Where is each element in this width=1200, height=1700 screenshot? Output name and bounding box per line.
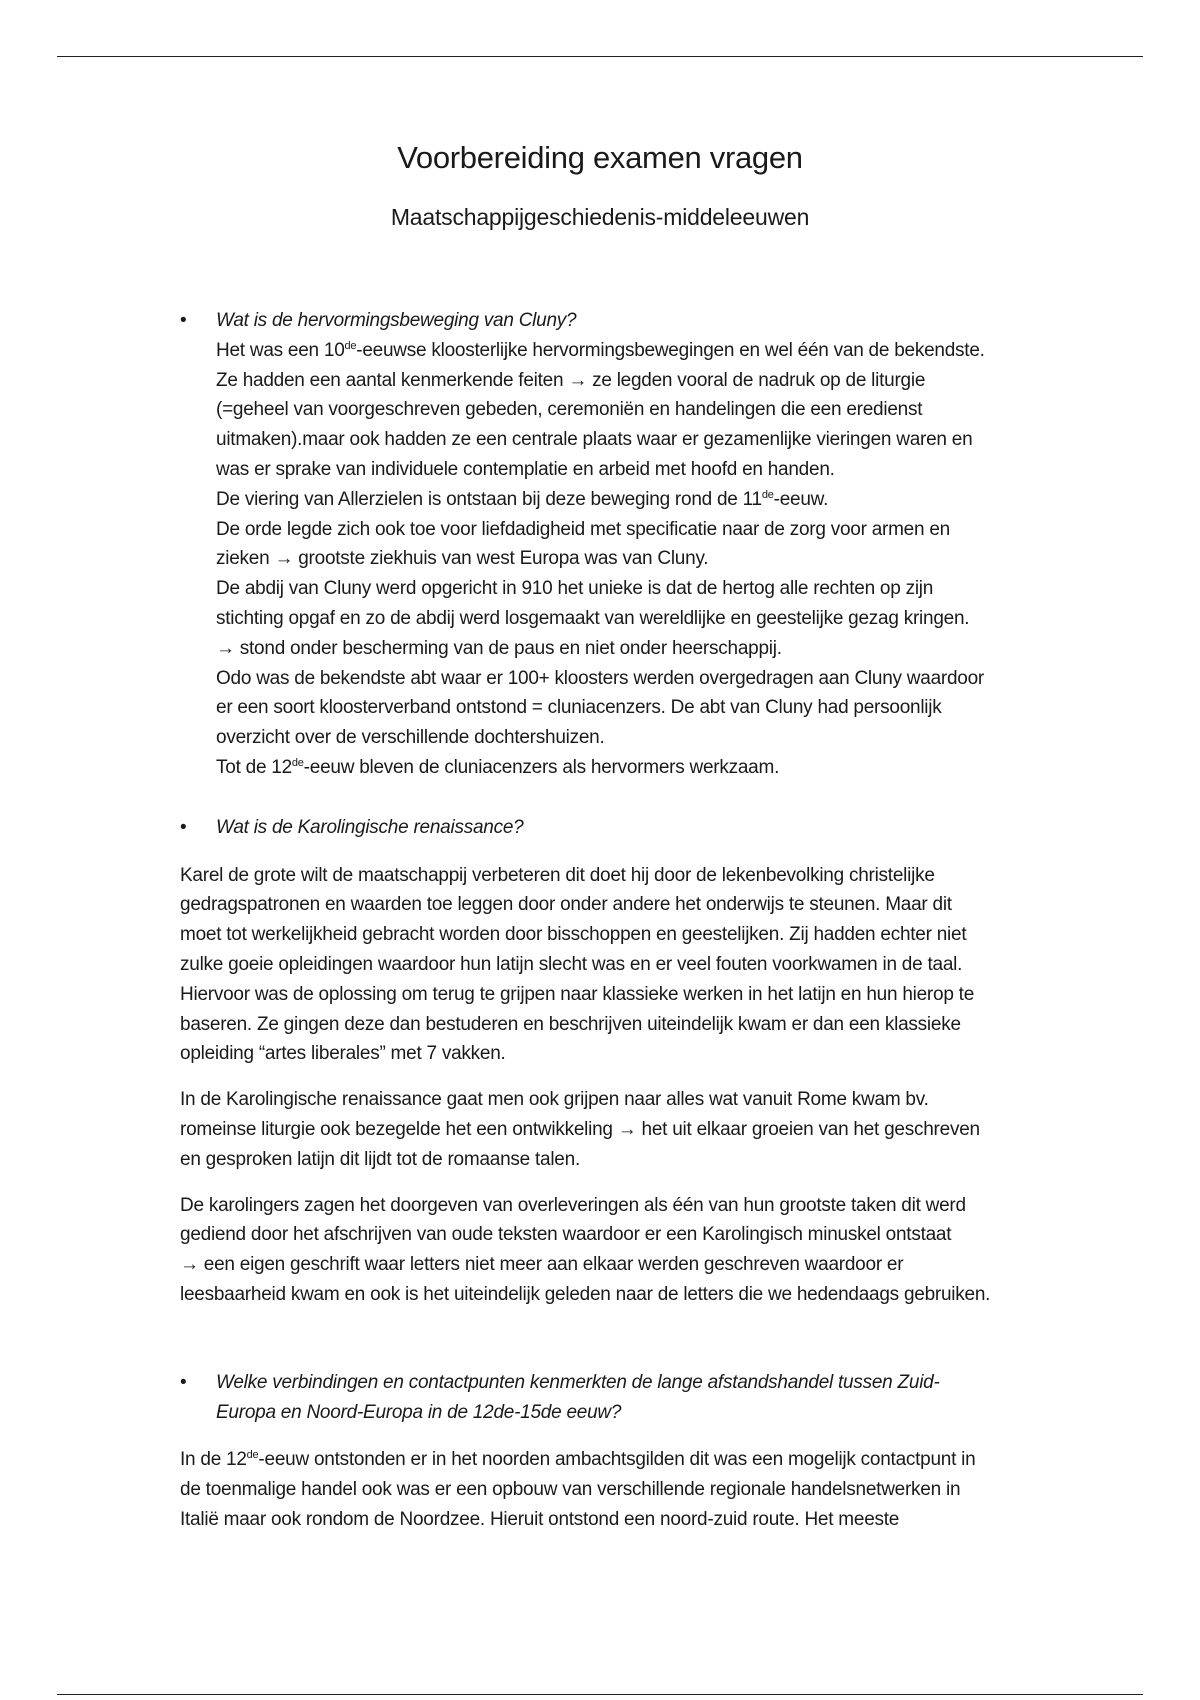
bullet-icon: • [180,1371,187,1393]
answer-line: → stond onder bescherming van de paus en niet onder heerschappij. [216,637,782,659]
answer-line: Ze hadden een aantal kenmerkende feiten → ze legden vooral de nadruk op de liturgie [216,369,926,391]
page-title: Voorbereiding examen vragen [397,140,803,175]
answer-line: zieken → grootste ziekhuis van west Europa was van Cluny. [216,548,709,570]
answer-line: De viering van Allerzielen is ontstaan bij deze beweging rond de 11de-eeuw. [216,488,829,510]
answer-paragraph: Karel de grote wilt de maatschappij verbeteren dit doet hij door de lekenbevolking christelijke gedragspatronen en waarden toe leggen door onder andere het onderwijs te steunen. Maar dit moet tot werkelijkheid gebracht worden door bisschoppen en geestelijken. Zij hadden echter niet zulke goeie opleidingen waardoor hun latijn slecht was en er veel fouten voorkwamen in de taal. Hiervoor was de oplossing om terug te grijpen naar klassieke werken in het latijn en hun hierop te baseren. Ze gingen deze dan bestuderen en beschrijven uiteindelijk kwam er dan een klassieke opleiding “artes liberales” met 7 vakken. [180,864,975,1065]
bullet-icon: • [180,816,187,838]
answer-line: stichting opgaf en zo de abdij werd losgemaakt van wereldlijke en geestelijke gezag kringen. [216,607,970,629]
answer-line: Odo was de bekendste abt waar er 100+ kloosters werden overgedragen aan Cluny waardoor [216,667,985,689]
answer-paragraph: In de 12de-eeuw ontstonden er in het noorden ambachtsgilden dit was een mogelijk contactpunt in de toenmalige handel ook was er een opbouw van verschillende regionale handelsnetwerken in Italië maar ook rondom de Noordzee. Hieruit ontstond een noord-zuid route. Het meeste [180,1449,976,1530]
answer-line: uitmaken).maar ook hadden ze een centrale plaats waar er gezamenlijke vieringen waren en [216,429,973,451]
question-2-text: Wat is de Karolingische renaissance? [216,816,524,838]
answer-paragraph: De karolingers zagen het doorgeven van overleveringen als één van hun grootste taken dit werd gediend door het afschrijven van oude teksten waardoor er een Karolingisch minuskel ontstaat → een eigen geschrift waar letters niet meer aan elkaar werden geschreven waardoor er leesbaarheid kwam en ook is het uiteindelijk geleden naar de letters die we hedendaags gebruiken. [180,1194,991,1305]
answer-paragraph: In de Karolingische renaissance gaat men ook grijpen naar alles wat vanuit Rome kwam bv. romeinse liturgie ook bezegelde het een ontwikkeling → het uit elkaar groeien van het geschreven en gesproken latijn dit lijdt tot de romaanse talen. [180,1089,980,1170]
answer-line: Het was een 10de-eeuwse kloosterlijke hervormingsbewegingen en wel één van de bekendste. [216,339,985,361]
page-subtitle: Maatschappijgeschiedenis-middeleeuwen [390,204,810,230]
question-1-text: Wat is de hervormingsbeweging van Cluny? [216,310,577,331]
question-3-text: Europa en Noord-Europa in de 12de-15de eeuw? [216,1401,622,1423]
answer-line: De abdij van Cluny werd opgericht in 910 het unieke is dat de hertog alle rechten op zijn [216,578,934,600]
answer-line: De orde legde zich ook toe voor liefdadigheid met specificatie naar de zorg voor armen en [216,518,950,540]
answer-line: er een soort kloosterverband ontstond = cluniacenzers. De abt van Cluny had persoonlijk [216,697,942,719]
question-3-text: Welke verbindingen en contactpunten kenmerkten de lange afstandshandel tussen Zuid- [216,1371,940,1393]
question-1 [180,306,1060,783]
document-body [180,306,1060,1535]
question-3 [180,1368,1060,1428]
answer-line: Tot de 12de-eeuw bleven de cluniacenzers als hervormers werkzaam. [216,756,780,778]
answer-line: was er sprake van individuele contemplatie en arbeid met hoofd en handen. [216,458,835,480]
answer-line: (=geheel van voorgeschreven gebeden, ceremoniën en handelingen die een eredienst [216,399,923,421]
answer-line: overzicht over de verschillende dochtershuizen. [216,727,605,749]
header-rule [57,56,1143,57]
question-2 [180,813,1060,843]
footer-rule [57,1694,1143,1695]
bullet-icon: • [180,310,187,331]
